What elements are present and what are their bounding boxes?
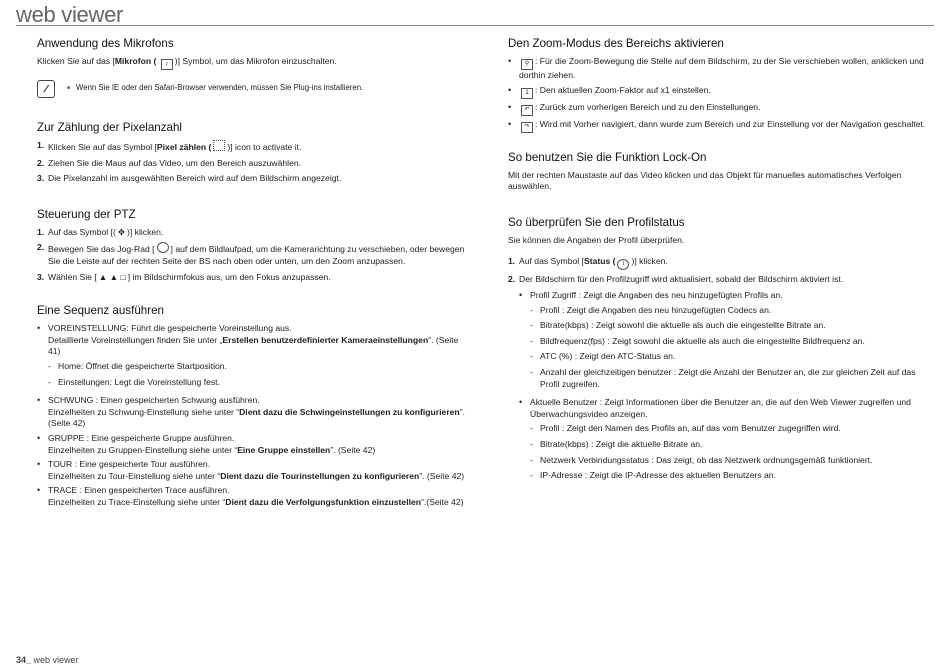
- zoom-list: [508, 56, 934, 133]
- right-column: [508, 36, 934, 503]
- step-item: 2. Ziehen Sie die Maus auf das Video, um den Bereich auszuwählen.: [37, 157, 302, 168]
- section-ptz: [37, 207, 467, 283]
- steps-list: [37, 140, 467, 185]
- section-title: Den Zoom-Modus des Bereichs aktivieren: [508, 37, 724, 50]
- list-item: • GRUPPE : Eine gespeicherte Gruppe ausführen. Einzelheiten zu Gruppen-Einstellung siehe unter “Eine Gruppe einstellen”. (Seite 42): [37, 432, 376, 455]
- section-sequence: [37, 303, 467, 508]
- list-item: - ATC (%) : Zeigt den ATC-Status an.: [530, 351, 676, 362]
- list-item: - Anzahl der gleichzeitigen benutzer : Zeigt die Anzahl der Benutzer an, die zur gleichen Zeit auf das Profil zugreifen.: [530, 366, 916, 389]
- steps-list: [37, 227, 467, 283]
- page-number: 34_: [16, 655, 32, 665]
- list-item: - Bitrate(kbps) : Zeigt die aktuelle Bitrate an.: [530, 438, 703, 449]
- step-item: 2. Der Bildschirm für den Profilzugriff wird aktualisiert, sobald der Bildschirm aktiviert ist.: [508, 274, 844, 285]
- section-zoom: [508, 36, 934, 133]
- list-item: - Home: Öffnet die gespeicherte Startposition.: [48, 360, 227, 371]
- page-header-title: web viewer: [16, 2, 124, 27]
- steps-list: [508, 256, 934, 286]
- left-column: [37, 36, 467, 525]
- section-lock-on: [508, 150, 934, 193]
- step-item: 3. Wählen Sie [ ▲ ▲ □ ] im Bildschirmfokus aus, um den Fokus anzupassen.: [37, 271, 331, 282]
- sub-list: [530, 423, 934, 481]
- zoom-forward-icon: ↷: [521, 122, 533, 133]
- header-divider: [16, 25, 934, 26]
- step-item: 3. Die Pixelanzahl im ausgewählten Bereich wird auf dem Bildschirm angezeigt.: [37, 173, 342, 184]
- sub-list: [530, 305, 934, 391]
- status-info-icon: i: [617, 259, 629, 270]
- list-item: • ↷ : Wird mit Vorher navigiert, dann wurde zum Bereich und zur Einstellung vor der Navigation geschaltet.: [508, 119, 934, 133]
- note-pencil-icon: [37, 80, 55, 98]
- list-item: - Bildfrequenz(fps) : Zeigt sowohl die aktuelle als auch die eingestellte Bildfrequenz an.: [530, 335, 865, 346]
- list-item: • Profil Zugriff : Zeigt die Angaben des neu hinzugefügten Profils an. - Profil : Zeigt die Angaben des neu hinzugefügten Codecs an. - Bitrate(kbps) : Zeigt sowohl die aktuelle als auch die eingestellte Bitrate an. - Bildfrequenz(fps) : Zeigt sowohl die aktuelle als auch die eingestellte Bildfrequenz an. - ATC (%) : Zeigt den ATC-Status an. - Anzahl der gleichzeitigen benutzer : Zeigt die Anzahl der Benutzer an, die zur gleichen Zeit auf das Profil zugreifen.: [519, 290, 934, 394]
- list-item: • ↶ : Zurück zum vorherigen Bereich und zu den Einstellungen.: [508, 102, 934, 116]
- sequence-list: [37, 323, 467, 508]
- microphone-icon: ♪: [161, 59, 173, 70]
- list-item: - Profil : Zeigt die Angaben des neu hinzugefügten Codecs an.: [530, 304, 772, 315]
- ptz-move-icon: ✥: [117, 226, 126, 237]
- zoom-area-icon: ⚲: [521, 59, 533, 70]
- list-item: • 1 : Den aktuellen Zoom-Faktor auf x1 einstellen.: [508, 85, 934, 99]
- list-item: • SCHWUNG : Einen gespeicherten Schwung ausführen. Einzelheiten zu Schwung-Einstellung siehe unter “Dient dazu die Schwingeinstellungen zu konfigurieren”.(Seite 42): [37, 395, 465, 429]
- footer-label: web viewer: [33, 655, 79, 665]
- profile-intro: Sie können die Angaben der Profil überprüfen.: [508, 234, 685, 245]
- section-title: So überprüfen Sie den Profilstatus: [508, 215, 685, 229]
- note-text: ■ Wenn Sie IE oder den Safari-Browser verwenden, müssen Sie Plug-ins installieren.: [67, 82, 363, 95]
- profile-list: [519, 290, 934, 486]
- section-title: So benutzen Sie die Funktion Lock-On: [508, 150, 707, 164]
- sub-list: [48, 361, 467, 388]
- list-item: • TRACE : Einen gespeicherten Trace ausführen. Einzelheiten zu Trace-Einstellung siehe unter “Dient dazu die Verfolgungsfunktion einzustellen”.(Seite 42): [37, 485, 464, 507]
- list-item: • ⚲ : Für die Zoom-Bewegung die Stelle auf dem Bildschirm, zu der Sie verschieben wollen, anklicken und dorthin ziehen.: [508, 56, 924, 80]
- zoom-back-icon: ↶: [521, 105, 533, 116]
- list-item: - Profil : Zeigt den Namen des Profils an, auf das vom Benutzer zugegriffen wird.: [530, 423, 841, 434]
- section-title: Steuerung der PTZ: [37, 207, 136, 221]
- list-item: - IP-Adresse : Zeigt die IP-Adresse des aktuellen Benutzers an.: [530, 470, 776, 481]
- step-item: 2. Bewegen Sie das Jog-Rad [ ] auf dem Bildlaufpad, um die Kamerarichtung zu verschieben, oder bewegen Sie die Leiste auf der rechten Seite der BS nach oben oder unten, um den Zoom anzupassen.: [37, 242, 465, 266]
- section-pixel-count: [37, 120, 467, 185]
- list-item: • Aktuelle Benutzer : Zeigt Informationen über die Benutzer an, die auf den Web Viewer zugreifen und Überwachungsvideo anzeigen. - Profil : Zeigt den Namen des Profils an, auf das vom Benutzer zugegriffen wird. - Bitrate(kbps) : Zeigt die aktuelle Bitrate an. - Netzwerk Verbindungsstatus : Das zeigt, ob das Netzwerk ordnungsgemäß funktioniert. - IP-Adresse : Zeigt die IP-Adresse des aktuellen Benutzers an.: [519, 397, 934, 486]
- step-item: 1. Auf das Symbol [( ✥ )] klicken.: [37, 226, 164, 237]
- section-microphone: [37, 36, 467, 98]
- jog-wheel-icon: [157, 242, 169, 253]
- section-profile-status: [508, 215, 934, 486]
- profile-details: [519, 290, 934, 486]
- list-item: - Netzwerk Verbindungsstatus : Das zeigt, ob das Netzwerk ordnungsgemäß funktioniert.: [530, 454, 873, 465]
- pixel-count-icon: [213, 140, 225, 151]
- list-item: - Einstellungen: Legt die Voreinstellung fest.: [48, 376, 220, 387]
- note-box: [37, 82, 467, 98]
- list-item: • TOUR : Eine gespeicherte Tour ausführen. Einzelheiten zu Tour-Einstellung siehe unter “Dient dazu die Tourinstellungen zu konfigurieren”. (Seite 42): [37, 459, 465, 481]
- section-title: Zur Zählung der Pixelanzahl: [37, 121, 183, 134]
- focus-icons: ▲ ▲ □: [98, 271, 126, 282]
- lock-on-text: Mit der rechten Maustaste auf das Video klicken und das Objekt für manuelles automatisches Verfolgen auswählen.: [508, 169, 902, 192]
- page-footer: [16, 655, 79, 665]
- section-title: Anwendung des Mikrofons: [37, 37, 174, 50]
- section-title: Eine Sequenz ausführen: [37, 304, 164, 318]
- list-item: - Bitrate(kbps) : Zeigt sowohl die aktuelle als auch die eingestellte Bitrate an.: [530, 320, 826, 331]
- zoom-x1-icon: 1: [521, 88, 533, 99]
- step-item: 1. Klicken Sie auf das Symbol [Pixel zählen ( )] icon to activate it.: [37, 140, 302, 152]
- list-item: • VOREINSTELLUNG: Führt die gespeicherte Voreinstellung aus. Detaillierte Voreinstellungen finden Sie unter „Erstellen benutzerdefinierter Kameraeinstellungen“. (Seite 41) - Home: Öffnet die gespeicherte Startposition. - Einstellungen: Legt die Voreinstellung fest.: [37, 323, 467, 392]
- step-item: 1. Auf das Symbol [Status ( i )] klicken.: [508, 256, 934, 270]
- mic-instruction: Klicken Sie auf das [Mikrofon ( ♪ )] Symbol, um das Mikrofon einzuschalten.: [37, 56, 467, 70]
